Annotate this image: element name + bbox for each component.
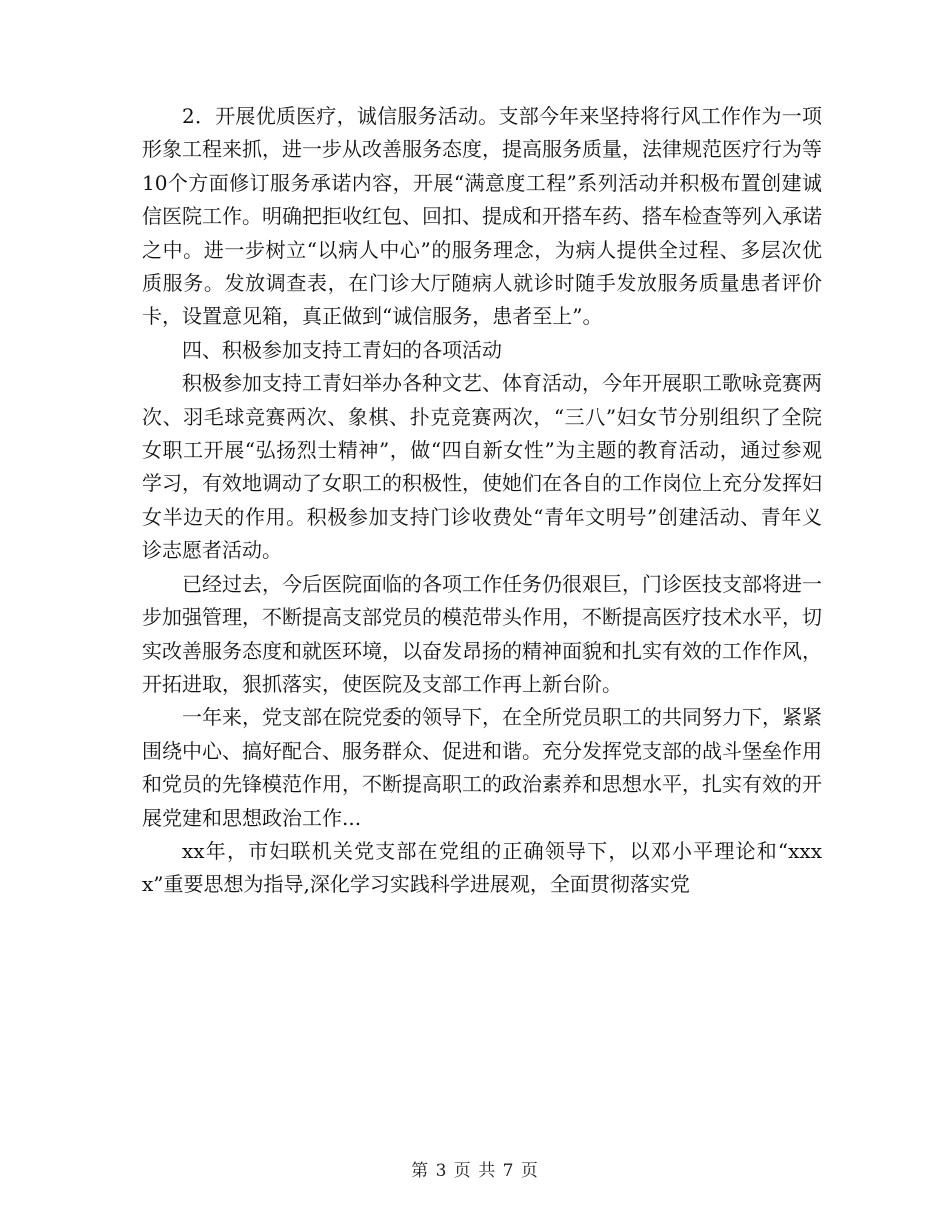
paragraph-womens-federation: xx年，市妇联机关党支部在党组的正确领导下，以邓小平理论和“xxxx”重要思想为指导,深化学习实践科学进展观，全面贯彻落实党 [142, 838, 822, 897]
paragraph-year-summary: 一年来，党支部在院党委的领导下，在全所党员职工的共同努力下，紧紧围绕中心、搞好配合、服务群众、促进和谐。充分发挥党支部的战斗堡垒作用和党员的先锋模范作用，不断提高职工的政治素养和思想水平，扎实有效的开展党建和思想政治工作... [142, 705, 822, 830]
paragraph-service-activities: 2．开展优质医疗，诚信服务活动。支部今年来坚持将行风工作作为一项形象工程来抓，进一步从改善服务态度，提高服务质量，法律规范医疗行为等10个方面修订服务承诺内容，开展“满意度工程”系列活动并积极布置创建诚信医院工作。明确把拒收红包、回扣、提成和开搭车药、搭车检查等列入承诺之中。进一步树立“以病人中心”的服务理念，为病人提供全过程、多层次优质服务。发放调查表，在门诊大厅随病人就诊时随手发放服务质量患者评价卡，设置意见箱，真正做到“诚信服务，患者至上”。 [142, 104, 822, 329]
page-number-footer: 第 3 页 共 7 页 [411, 1161, 539, 1181]
paragraph-cultural-activities: 积极参加支持工青妇举办各种文艺、体育活动，今年开展职工歌咏竞赛两次、羽毛球竞赛两次、象棋、扑克竞赛两次，“三八”妇女节分别组织了全院女职工开展“弘扬烈士精神”，做“四自新女性”为主题的教育活动，通过参观学习，有效地调动了女职工的积极性，使她们在各自的工作岗位上充分发挥妇女半边天的作用。积极参加支持门诊收费处“青年文明号”创建活动、青年义诊志愿者活动。 [142, 371, 822, 563]
section-heading-four: 四、积极参加支持工青妇的各项活动 [182, 337, 502, 362]
paragraph-future-work: 已经过去，今后医院面临的各项工作任务仍很艰巨，门诊医技支部将进一步加强管理，不断提高支部党员的模范带头作用，不断提高医疗技术水平，切实改善服务态度和就医环境，以奋发昂扬的精神面貌和扎实有效的工作作风，开拓进取，狠抓落实，使医院及支部工作再上新台阶。 [142, 571, 822, 696]
document-body [142, 100, 822, 902]
